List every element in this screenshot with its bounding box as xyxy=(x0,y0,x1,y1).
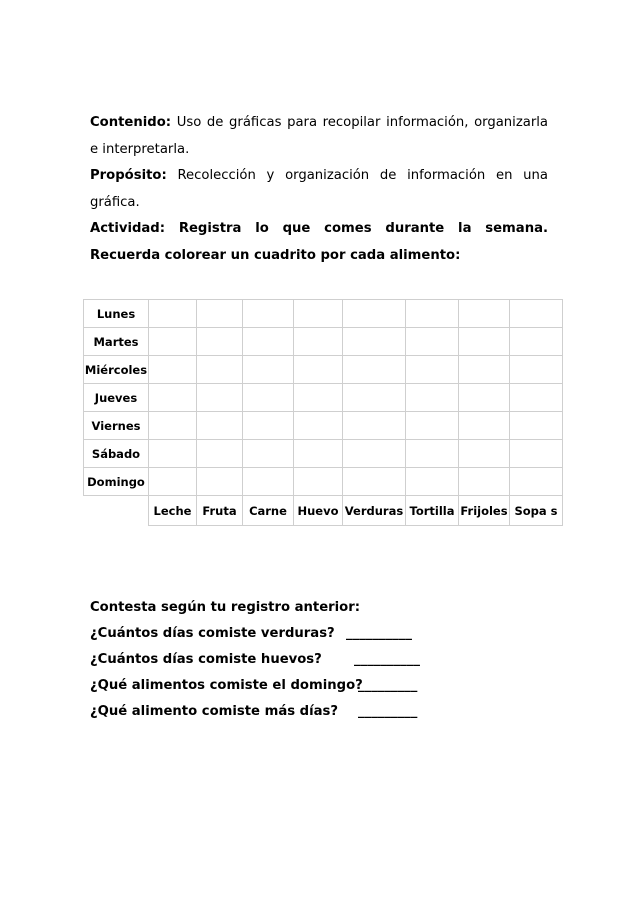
food-cell[interactable] xyxy=(510,300,563,328)
food-cell[interactable] xyxy=(294,384,343,412)
day-row xyxy=(84,468,563,496)
food-cell[interactable] xyxy=(294,412,343,440)
contenido-text: Uso de gráficas para recopilar información, organizarla e interpretarla. xyxy=(90,115,548,157)
question-2: ¿Cuántos días comiste huevos? xyxy=(90,652,322,667)
food-cell[interactable] xyxy=(459,300,510,328)
food-cell[interactable] xyxy=(459,468,510,496)
proposito-paragraph xyxy=(90,163,548,216)
food-cell[interactable] xyxy=(149,440,197,468)
food-cell[interactable] xyxy=(343,440,406,468)
day-label: Jueves xyxy=(84,384,149,412)
food-cell[interactable] xyxy=(459,384,510,412)
food-cell[interactable] xyxy=(406,356,459,384)
answer-blank-4[interactable]: _________ xyxy=(358,704,418,719)
day-row xyxy=(84,384,563,412)
food-header-row xyxy=(84,496,563,526)
food-cell[interactable] xyxy=(459,356,510,384)
food-cell[interactable] xyxy=(197,412,243,440)
day-row xyxy=(84,356,563,384)
food-cell[interactable] xyxy=(197,468,243,496)
food-cell[interactable] xyxy=(343,356,406,384)
food-cell[interactable] xyxy=(510,468,563,496)
food-cell[interactable] xyxy=(197,356,243,384)
food-cell[interactable] xyxy=(294,328,343,356)
answer-blank-3[interactable]: _________ xyxy=(358,678,418,693)
actividad-paragraph xyxy=(90,216,548,269)
food-cell[interactable] xyxy=(459,440,510,468)
food-cell[interactable] xyxy=(149,328,197,356)
contenido-label: Contenido: xyxy=(90,115,172,130)
question-4: ¿Qué alimento comiste más días? xyxy=(90,704,339,719)
food-cell[interactable] xyxy=(459,328,510,356)
food-cell[interactable] xyxy=(406,328,459,356)
food-cell[interactable] xyxy=(149,468,197,496)
food-cell[interactable] xyxy=(197,384,243,412)
food-cell[interactable] xyxy=(510,328,563,356)
proposito-label: Propósito: xyxy=(90,168,167,183)
food-cell[interactable] xyxy=(243,384,294,412)
answer-blank-1[interactable]: __________ xyxy=(346,626,412,641)
food-cell[interactable] xyxy=(294,468,343,496)
food-cell[interactable] xyxy=(510,440,563,468)
food-label: Carne xyxy=(243,496,294,526)
food-cell[interactable] xyxy=(243,412,294,440)
food-cell[interactable] xyxy=(459,412,510,440)
food-cell[interactable] xyxy=(243,300,294,328)
food-label: Fruta xyxy=(197,496,243,526)
food-label: Tortilla xyxy=(406,496,459,526)
food-cell[interactable] xyxy=(406,300,459,328)
food-cell[interactable] xyxy=(149,412,197,440)
day-label: Lunes xyxy=(84,300,149,328)
food-label: Frijoles xyxy=(459,496,510,526)
food-cell[interactable] xyxy=(243,440,294,468)
day-label: Martes xyxy=(84,328,149,356)
food-cell[interactable] xyxy=(294,356,343,384)
question-1: ¿Cuántos días comiste verduras? xyxy=(90,626,335,641)
food-cell[interactable] xyxy=(197,300,243,328)
day-row xyxy=(84,300,563,328)
food-cell[interactable] xyxy=(343,300,406,328)
food-cell[interactable] xyxy=(406,384,459,412)
day-row xyxy=(84,412,563,440)
food-cell[interactable] xyxy=(406,468,459,496)
actividad-text: Actividad: Registra lo que comes durante la semana. Recuerda colorear un cuadrito por cada alimento: xyxy=(90,221,548,263)
day-label: Miércoles xyxy=(84,356,149,384)
food-label: Sopa s xyxy=(510,496,563,526)
food-cell[interactable] xyxy=(294,440,343,468)
food-cell[interactable] xyxy=(343,412,406,440)
questions-intro: Contesta según tu registro anterior: xyxy=(90,600,361,615)
food-cell[interactable] xyxy=(406,412,459,440)
food-cell[interactable] xyxy=(406,440,459,468)
empty-corner-cell xyxy=(84,496,149,526)
food-cell[interactable] xyxy=(343,468,406,496)
food-cell[interactable] xyxy=(343,384,406,412)
day-row xyxy=(84,328,563,356)
proposito-text: Recolección y organización de información en una gráfica. xyxy=(90,168,548,210)
food-cell[interactable] xyxy=(510,412,563,440)
food-label: Huevo xyxy=(294,496,343,526)
day-label: Domingo xyxy=(84,468,149,496)
food-cell[interactable] xyxy=(243,468,294,496)
food-cell[interactable] xyxy=(243,328,294,356)
food-record-table xyxy=(83,299,563,526)
food-cell[interactable] xyxy=(197,328,243,356)
food-cell[interactable] xyxy=(343,328,406,356)
day-row xyxy=(84,440,563,468)
day-label: Viernes xyxy=(84,412,149,440)
food-cell[interactable] xyxy=(294,300,343,328)
day-label: Sábado xyxy=(84,440,149,468)
food-cell[interactable] xyxy=(510,384,563,412)
food-cell[interactable] xyxy=(149,356,197,384)
food-cell[interactable] xyxy=(149,300,197,328)
food-label: Leche xyxy=(149,496,197,526)
food-cell[interactable] xyxy=(149,384,197,412)
contenido-paragraph xyxy=(90,110,548,163)
answer-blank-2[interactable]: __________ xyxy=(354,652,420,667)
food-label: Verduras xyxy=(343,496,406,526)
food-cell[interactable] xyxy=(510,356,563,384)
food-cell[interactable] xyxy=(197,440,243,468)
question-3: ¿Qué alimentos comiste el domingo? xyxy=(90,678,363,693)
food-cell[interactable] xyxy=(243,356,294,384)
